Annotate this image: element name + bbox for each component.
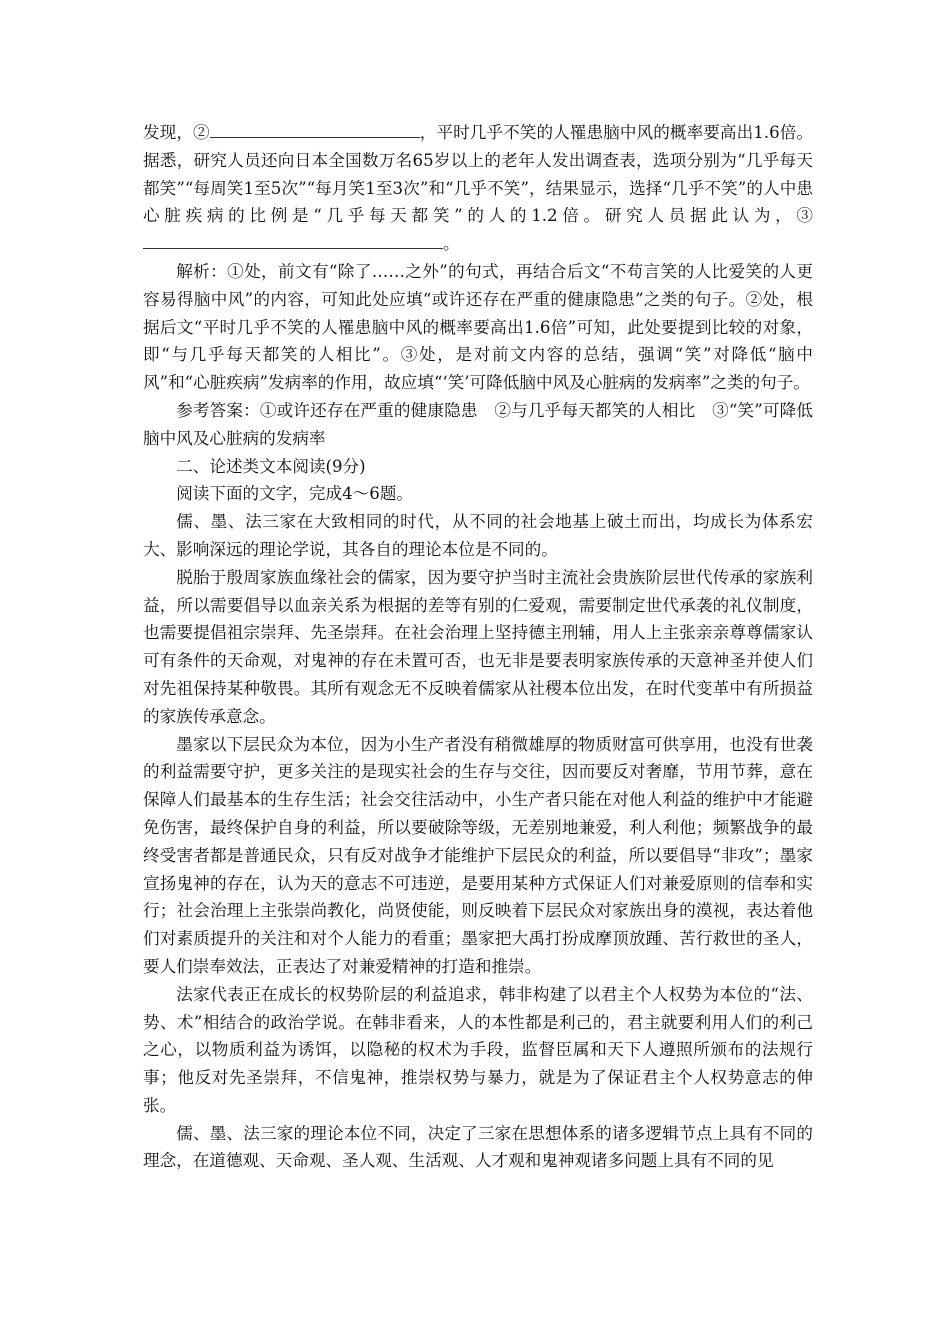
intro-text-2: ，平时几乎不笑的人罹患脑中风的概率要高出1.6倍。据悉，研究人员还向日本全国数万名65岁以上的老年人发出调查表，选项分别为“几乎每天都笑”“每周笑1至5次”“每月笑1至3次”和“几乎不笑”，结果显示，选择“几乎不笑”的人中患心脏疾病的比例是“几乎每天都笑”的人的1.2倍。研究人员据此认为，③ <box>143 123 814 226</box>
document-body <box>143 119 813 1175</box>
intro-text-3: 。 <box>443 234 460 254</box>
section-heading: 二、论述类文本阅读(9分) <box>176 456 366 476</box>
answer-blank-3 <box>143 232 443 249</box>
passage-paragraph: 儒、墨、法三家在大致相同的时代，从不同的社会地基上破土而出，均成长为体系宏大、影响深远的理论学说，其各自的理论本位是不同的。 <box>143 512 813 559</box>
answer-paragraph: 参考答案：①或许还存在严重的健康隐患 ②与几乎每天都笑的人相比 ③“笑”可降低脑中风及心脏病的发病率 <box>143 400 813 448</box>
passage-paragraph: 法家代表正在成长的权势阶层的利益追求，韩非构建了以君主个人权势为本位的“法、势、术”相结合的政治学说。在韩非看来，人的本性都是利己的，君主就要利用人们的利己之心，以物质利益为诱饵，以隐秘的权术为手段，监督臣属和天下人遵照所颁布的法规行事；他反对先圣崇拜，不信鬼神，推崇权势与暴力，就是为了保证君主个人权势意志的伸张。 <box>143 984 813 1115</box>
intro-text-1: 发现，② <box>143 123 210 142</box>
intro-paragraph <box>143 119 813 258</box>
analysis-paragraph: 解析：①处，前文有“除了……之外”的句式，再结合后文“不苟言笑的人比爱笑的人更容易得脑中风”的内容，可知此处应填“或许还存在严重的健康隐患”之类的句子。②处，根据后文“平时几乎不笑的人罹患脑中风的概率要高出1.6倍”可知，此处要提到比较的对象，即“与几乎每天都笑的人相比”。③处，是对前文内容的总结，强调“笑”对降低“脑中风”和“心脏疾病”发病率的作用，故应填“‘笑’可降低脑中风及心脏病的发病率”之类的句子。 <box>143 261 813 393</box>
passage-paragraph: 脱胎于殷周家族血缘社会的儒家，因为要守护当时主流社会贵族阶层世代传承的家族利益，所以需要倡导以血亲关系为根据的差等有别的仁爱观，需要制定世代承袭的礼仪制度，也需要提倡祖宗崇拜、先圣崇拜。在社会治理上坚持德主刑辅，用人上主张亲亲尊尊儒家认可有条件的天命观，对鬼神的存在未置可否，也无非是要表明家族传承的天意神圣并使人们对先祖保持某种敬畏。其所有观念无不反映着儒家从社稷本位出发，在时代变革中有所损益的家族传承意念。 <box>143 567 813 726</box>
instruction-text: 阅读下面的文字，完成4～6题。 <box>176 484 414 504</box>
passage-paragraph: 儒、墨、法三家的理论本位不同，决定了三家在思想体系的诸多逻辑节点上具有不同的理念，在道德观、天命观、圣人观、生活观、人才观和鬼神观诸多问题上具有不同的见 <box>143 1123 813 1171</box>
passage-paragraph: 墨家以下层民众为本位，因为小生产者没有稍微雄厚的物质财富可供享用，也没有世袭的利益需要守护，更多关注的是现实社会的生存与交往，因而要反对奢靡，节用节葬，意在保障人们最基本的生存生活；社会交往活动中，小生产者只能在对他人利益的维护中才能避免伤害，最终保护自身的利益，所以要破除等级，无差别地兼爱，利人利他；频繁战争的最终受害者都是普通民众，只有反对战争才能维护下层民众的利益，所以要倡导“非攻”；墨家宣扬鬼神的存在，认为天的意志不可违逆，是要用某种方式保证人们对兼爱原则的信奉和实行；社会治理上主张崇尚教化，尚贤使能，则反映着下层民众对家族出身的漠视，表达着他们对素质提升的关注和对个人能力的看重；墨家把大禹打扮成摩顶放踵、苦行救世的圣人，要人们崇奉效法，正表达了对兼爱精神的打造和推崇。 <box>143 734 813 976</box>
answer-blank-2 <box>210 121 420 138</box>
